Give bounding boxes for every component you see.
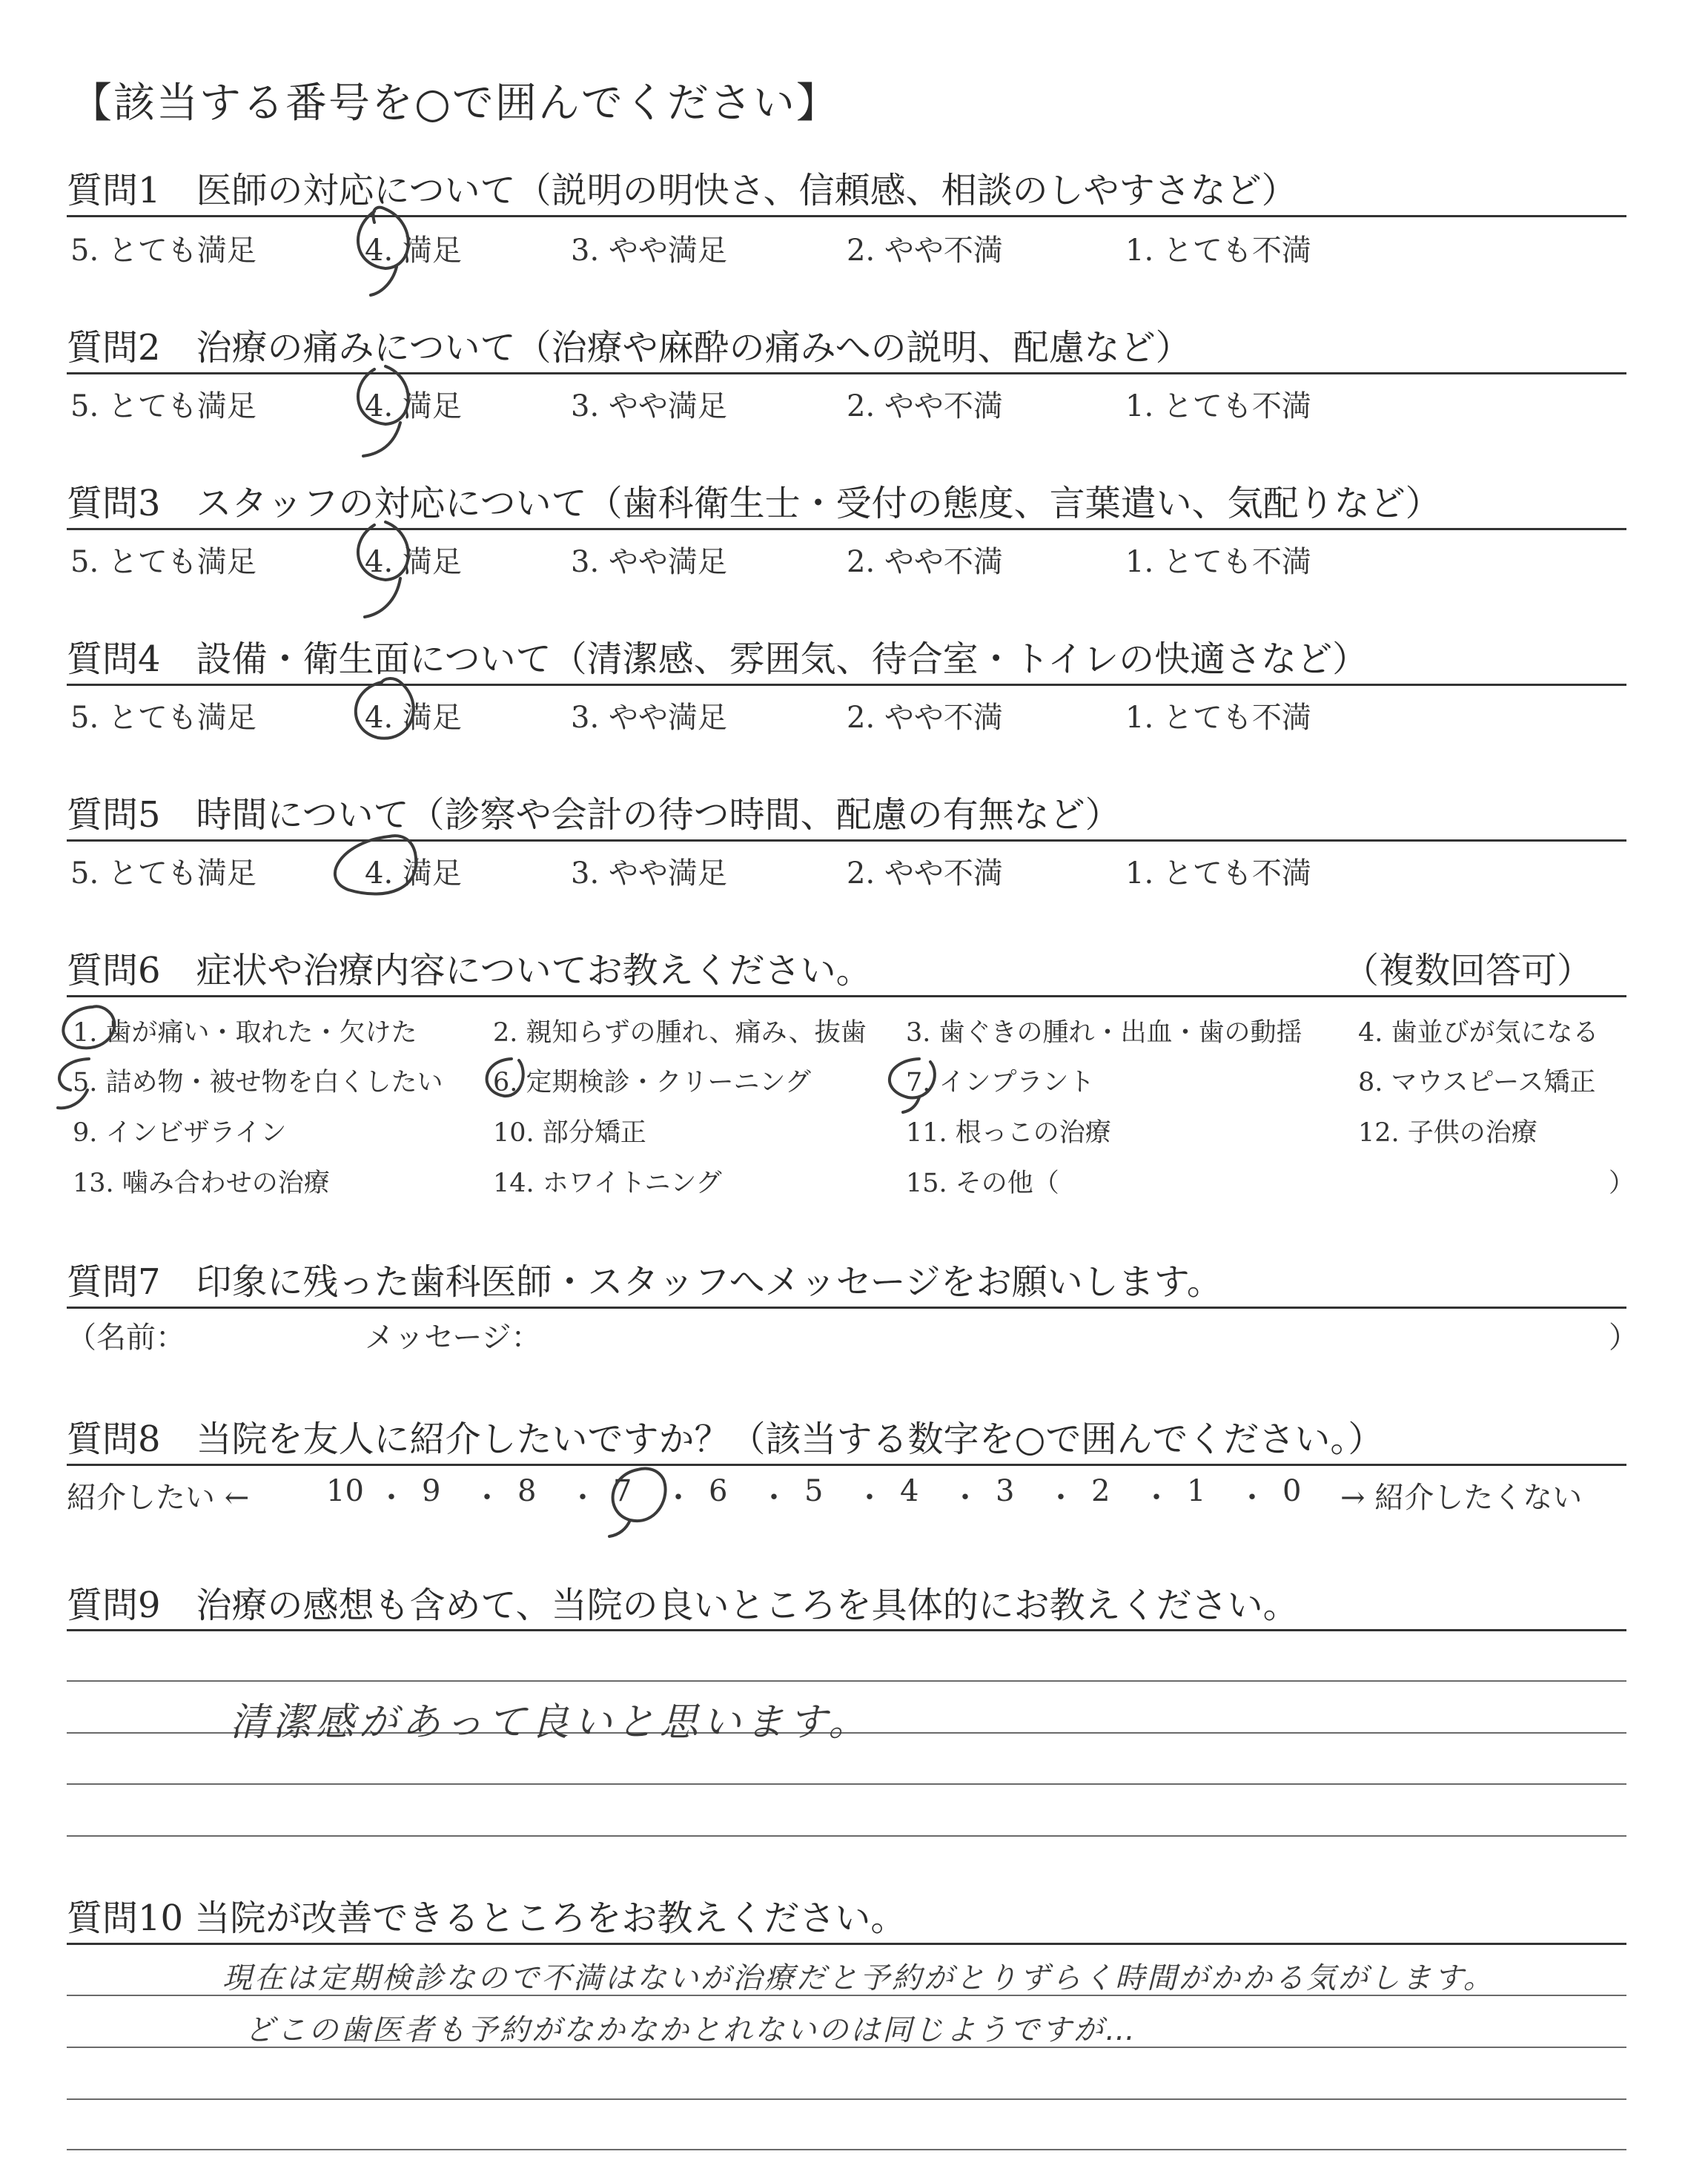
q7-name-label[interactable]: （名前： — [67, 1321, 185, 1355]
q5-option-2[interactable]: 2. やや不満 — [847, 856, 1003, 891]
q5-option-1[interactable]: 1. とても不満 — [1125, 856, 1311, 891]
q8-scale-separator: ・ — [663, 1481, 693, 1515]
q6-option-2[interactable]: 2. 親知らずの腫れ、痛み、抜歯 — [493, 1018, 867, 1048]
divider — [67, 1307, 1626, 1309]
q8-scale-separator: ・ — [950, 1481, 980, 1515]
divider — [67, 215, 1626, 217]
q10-handwritten-answer-line-1[interactable]: 現在は定期検診なので不満はないが治療だと予約がとりずらく時間がかかる気がします。 — [222, 1961, 1495, 1995]
q1-option-2[interactable]: 2. やや不満 — [847, 234, 1003, 268]
q8-scale-value-10[interactable]: 10 — [326, 1474, 364, 1508]
q8-scale-value-3[interactable]: 3 — [996, 1474, 1015, 1508]
q2-option-3[interactable]: 3. やや満足 — [571, 389, 727, 423]
q1-option-4[interactable]: 4. 満足 — [365, 234, 462, 268]
q5-option-4[interactable]: 4. 満足 — [365, 856, 462, 891]
q6-option-4[interactable]: 4. 歯並びが気になる — [1358, 1018, 1599, 1048]
q2-option-1[interactable]: 1. とても不満 — [1125, 389, 1311, 423]
q2-option-2[interactable]: 2. やや不満 — [847, 389, 1003, 423]
q6-option-9[interactable]: 9. インビザライン — [73, 1118, 287, 1148]
form-heading: 【該当する番号を○で囲んでください】 — [70, 79, 839, 128]
q7-message-label[interactable]: メッセージ： — [365, 1321, 541, 1355]
q8-scale-value-4[interactable]: 4 — [900, 1474, 919, 1508]
q4-option-3[interactable]: 3. やや満足 — [571, 701, 727, 735]
q2-option-4[interactable]: 4. 満足 — [365, 389, 462, 423]
question-5: 質問5 時間について（診察や会計の待つ時間、配慮の有無など） — [67, 794, 1121, 836]
q4-option-4[interactable]: 4. 満足 — [365, 701, 462, 735]
q3-option-4[interactable]: 4. 満足 — [365, 545, 462, 579]
question-7: 質問7 印象に残った歯科医師・スタッフへメッセージをお願いします。 — [67, 1261, 1222, 1303]
q6-option-12[interactable]: 12. 子供の治療 — [1358, 1118, 1537, 1148]
answer-line — [67, 1680, 1626, 1682]
divider — [67, 684, 1626, 686]
q8-scale-value-9[interactable]: 9 — [422, 1474, 441, 1508]
q6-option-6[interactable]: 6. 定期検診・クリーニング — [493, 1068, 811, 1097]
q8-scale-value-2[interactable]: 2 — [1091, 1474, 1110, 1508]
q8-scale-separator: ・ — [1046, 1481, 1076, 1515]
question-1: 質問1 医師の対応について（説明の明快さ、信頼感、相談のしやすさなど） — [67, 170, 1297, 211]
answer-line — [67, 2149, 1626, 2150]
divider — [67, 1464, 1626, 1466]
q3-option-2[interactable]: 2. やや不満 — [847, 545, 1003, 579]
question-2: 質問2 治療の痛みについて（治療や麻酔の痛みへの説明、配慮など） — [67, 327, 1191, 369]
q4-option-2[interactable]: 2. やや不満 — [847, 701, 1003, 735]
q6-option-15[interactable]: 15. その他（ — [906, 1169, 1059, 1198]
divider — [67, 528, 1626, 530]
q4-option-5[interactable]: 5. とても満足 — [70, 701, 256, 735]
answer-line — [67, 1783, 1626, 1785]
q8-scale-separator: ・ — [472, 1481, 502, 1515]
q8-scale-separator: ・ — [1142, 1481, 1171, 1515]
q6-option-15-close: ） — [1609, 1169, 1635, 1198]
question-6: 質問6 症状や治療内容についてお教えください。 — [67, 950, 872, 991]
q8-scale-value-8[interactable]: 8 — [517, 1474, 537, 1508]
divider — [67, 995, 1626, 997]
q6-option-1[interactable]: 1. 歯が痛い・取れた・欠けた — [73, 1018, 417, 1048]
q6-option-8[interactable]: 8. マウスピース矯正 — [1358, 1068, 1596, 1097]
q8-scale-separator: ・ — [855, 1481, 884, 1515]
q8-scale-separator: ・ — [377, 1481, 406, 1515]
q8-scale-value-7[interactable]: 7 — [613, 1474, 632, 1508]
q8-right-label: → 紹介したくない — [1340, 1481, 1583, 1515]
q6-option-13[interactable]: 13. 噛み合わせの治療 — [73, 1169, 330, 1198]
q5-option-3[interactable]: 3. やや満足 — [571, 856, 727, 891]
q6-option-7[interactable]: 7. インプラント — [906, 1068, 1095, 1097]
divider — [67, 1943, 1626, 1945]
q3-option-3[interactable]: 3. やや満足 — [571, 545, 727, 579]
q6-option-10[interactable]: 10. 部分矯正 — [493, 1118, 646, 1148]
question-10: 質問10 当院が改善できるところをお教えください。 — [67, 1898, 907, 1939]
q1-option-5[interactable]: 5. とても満足 — [70, 234, 256, 268]
answer-line — [67, 2098, 1626, 2100]
question-3: 質問3 スタッフの対応について（歯科衛生士・受付の態度、言葉遣い、気配りなど） — [67, 483, 1441, 524]
q8-scale-value-1[interactable]: 1 — [1187, 1474, 1206, 1508]
q3-option-5[interactable]: 5. とても満足 — [70, 545, 256, 579]
q4-option-1[interactable]: 1. とても不満 — [1125, 701, 1311, 735]
q8-scale-separator: ・ — [1237, 1481, 1267, 1515]
question-4: 質問4 設備・衛生面について（清潔感、雰囲気、待合室・トイレの快適さなど） — [67, 638, 1368, 680]
divider — [67, 839, 1626, 842]
q8-scale-separator: ・ — [759, 1481, 789, 1515]
q1-option-1[interactable]: 1. とても不満 — [1125, 234, 1311, 268]
q2-option-5[interactable]: 5. とても満足 — [70, 389, 256, 423]
q8-scale-separator: ・ — [568, 1481, 598, 1515]
q5-option-5[interactable]: 5. とても満足 — [70, 856, 256, 891]
q10-handwritten-answer-line-2[interactable]: どこの歯医者も予約がなかなかとれないのは同じようですが… — [245, 2013, 1137, 2047]
answer-line — [67, 1835, 1626, 1837]
q9-handwritten-answer[interactable]: 清潔感があって良いと思います。 — [230, 1700, 872, 1745]
q8-scale-value-5[interactable]: 5 — [804, 1474, 824, 1508]
q6-option-11[interactable]: 11. 根っこの治療 — [906, 1118, 1111, 1148]
question-9: 質問9 治療の感想も含めて、当院の良いところを具体的にお教えください。 — [67, 1585, 1299, 1626]
q7-close-paren: ） — [1609, 1321, 1638, 1355]
q8-scale-value-6[interactable]: 6 — [709, 1474, 728, 1508]
q3-option-1[interactable]: 1. とても不満 — [1125, 545, 1311, 579]
q6-option-3[interactable]: 3. 歯ぐきの腫れ・出血・歯の動揺 — [906, 1018, 1302, 1048]
divider — [67, 372, 1626, 374]
q8-left-label: 紹介したい ← — [67, 1481, 250, 1515]
q1-option-3[interactable]: 3. やや満足 — [571, 234, 727, 268]
question-6-note: （複数回答可） — [1343, 950, 1593, 991]
q6-option-5[interactable]: 5. 詰め物・被せ物を白くしたい — [73, 1068, 443, 1097]
question-8: 質問8 当院を友人に紹介したいですか？（該当する数字を○で囲んでください。） — [67, 1418, 1384, 1460]
divider — [67, 1629, 1626, 1631]
q6-option-14[interactable]: 14. ホワイトニング — [493, 1169, 722, 1198]
q8-scale-value-0[interactable]: 0 — [1282, 1474, 1302, 1508]
